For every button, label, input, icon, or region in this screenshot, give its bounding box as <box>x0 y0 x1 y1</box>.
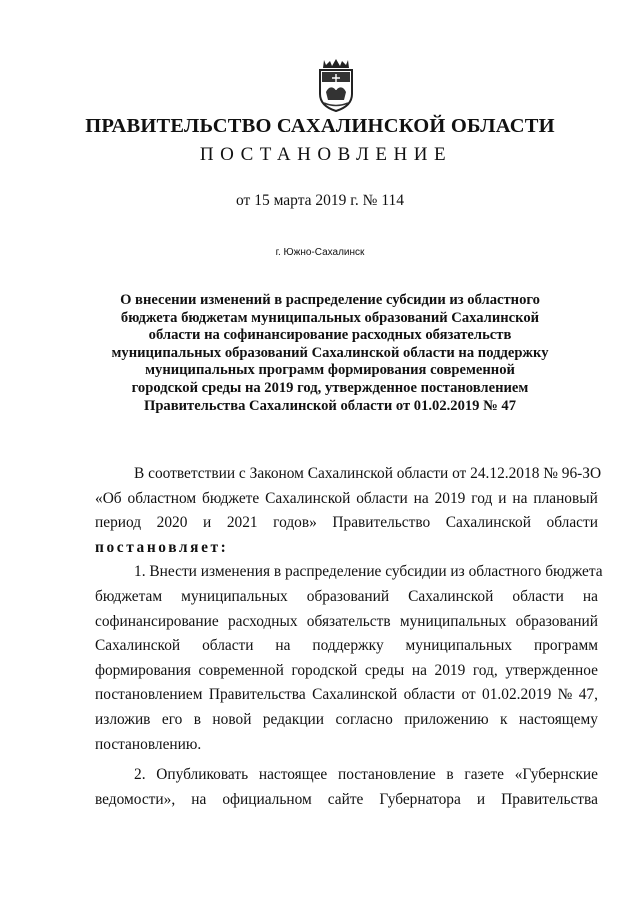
word: области <box>512 587 564 605</box>
body-line <box>95 788 598 813</box>
word: обязательств <box>306 612 391 630</box>
word: формирования <box>95 661 191 679</box>
word: ведомости», <box>95 790 176 808</box>
word: постановлением <box>95 686 203 704</box>
body-line: 1. Внести изменения в распределение субсидии из областного бюджета <box>134 563 603 581</box>
word: муниципальных <box>181 587 288 605</box>
word: и <box>498 489 507 507</box>
document-body <box>95 462 603 812</box>
body-line <box>95 659 598 684</box>
word: Сахалинской <box>265 489 351 507</box>
word: софинансирование <box>95 612 219 630</box>
word: настоящее <box>258 766 328 784</box>
word: программ <box>533 637 598 655</box>
subject-line: городской среды на 2019 год, утвержденное постановлением <box>131 379 529 396</box>
word: утвержденное <box>505 661 598 679</box>
word: области <box>202 637 254 655</box>
word: годов» <box>273 514 317 532</box>
word: настоящему <box>518 710 598 728</box>
word: Правительства <box>501 790 598 808</box>
body-line: В соответствии с Законом Сахалинской области от 24.12.2018 № 96-ЗО <box>134 465 602 482</box>
word: газете <box>464 766 505 784</box>
body-line <box>95 487 598 512</box>
word: области <box>356 489 408 507</box>
word: к <box>500 710 508 728</box>
body-line <box>95 763 598 788</box>
word: муниципальных <box>405 637 513 655</box>
body-line <box>95 708 598 733</box>
word: в <box>193 710 202 728</box>
word: Правительство <box>332 514 431 532</box>
subject-line: Правительства Сахалинской области от 01.02.2019 № 47 <box>143 397 517 414</box>
document-type: ПОСТАНОВЛЕНИЕ <box>199 144 453 165</box>
word: и <box>476 790 486 808</box>
word: на <box>582 587 598 605</box>
subject-line: муниципальных программ формирования современной <box>145 362 515 379</box>
body-line <box>95 610 598 635</box>
body-line <box>95 511 598 536</box>
word: области <box>403 686 456 704</box>
document-subject <box>100 292 560 415</box>
coat-of-arms-icon <box>316 56 356 112</box>
organization-title: ПРАВИТЕЛЬСТВО САХАЛИНСКОЙ ОБЛАСТИ <box>85 115 555 137</box>
word: Сахалинской <box>445 514 531 532</box>
word: в <box>446 766 454 784</box>
body-line: постановлению. <box>95 735 202 753</box>
word: его <box>161 710 183 728</box>
word: бюджете <box>202 489 260 507</box>
word: 2. <box>134 766 146 784</box>
word: редакции <box>262 710 325 728</box>
word: приложению <box>404 710 489 728</box>
subject-line: бюджета бюджетам муниципальных образований Сахалинской <box>120 309 540 326</box>
word: 47, <box>578 686 598 704</box>
word: расходных <box>227 612 298 630</box>
body-line <box>95 634 598 659</box>
word: новой <box>212 710 252 728</box>
word: период <box>95 514 142 532</box>
word: 2019 <box>434 489 466 507</box>
word: городской <box>291 661 358 679</box>
word: год <box>471 489 493 507</box>
word: областном <box>127 489 197 507</box>
subject-line: области на софинансирование расходных обязательств <box>148 327 512 344</box>
city-name: г. Южно-Сахалинск <box>275 247 365 258</box>
word: Сахалинской <box>408 587 494 605</box>
word: 2021 <box>226 514 258 532</box>
word: от <box>461 686 476 704</box>
word: сайте <box>327 790 364 808</box>
word: бюджетам <box>95 587 163 605</box>
word: на <box>413 489 429 507</box>
word: среды <box>364 661 405 679</box>
word: на <box>411 661 427 679</box>
word: муниципальных <box>399 612 507 630</box>
word: на <box>191 790 207 808</box>
body-line <box>95 585 598 610</box>
subject-line: О внесении изменений в распределение субсидии из областного <box>120 292 540 308</box>
word: Сахалинской <box>312 686 398 704</box>
word: на <box>275 637 291 655</box>
word: Опубликовать <box>156 766 249 784</box>
word: 01.02.2019 <box>482 686 552 704</box>
subject-line: муниципальных образований Сахалинской области на поддержку <box>111 344 549 361</box>
word: Сахалинской <box>95 637 181 655</box>
word: и <box>203 514 212 532</box>
word: год, <box>472 661 498 679</box>
word: согласно <box>335 710 393 728</box>
word: 2019 <box>434 661 466 679</box>
word: на <box>512 489 528 507</box>
date-and-number: от 15 марта 2019 г. № 114 <box>236 192 404 209</box>
word: современной <box>198 661 284 679</box>
body-line <box>95 683 598 708</box>
word: поддержку <box>312 637 384 655</box>
word: постановление <box>337 766 436 784</box>
word: образований <box>306 587 390 605</box>
word: «Губернские <box>514 766 598 784</box>
word: официальном <box>222 790 312 808</box>
word: плановый <box>533 489 598 507</box>
word: «Об <box>95 489 122 507</box>
word: образований <box>515 612 598 630</box>
word: 2020 <box>156 514 188 532</box>
word: № <box>557 686 573 704</box>
word: Правительства <box>208 686 306 704</box>
word: изложив <box>95 710 151 728</box>
word: области <box>546 514 598 532</box>
word: Губернатора <box>379 790 461 808</box>
resolves-word: постановляет: <box>95 538 229 556</box>
